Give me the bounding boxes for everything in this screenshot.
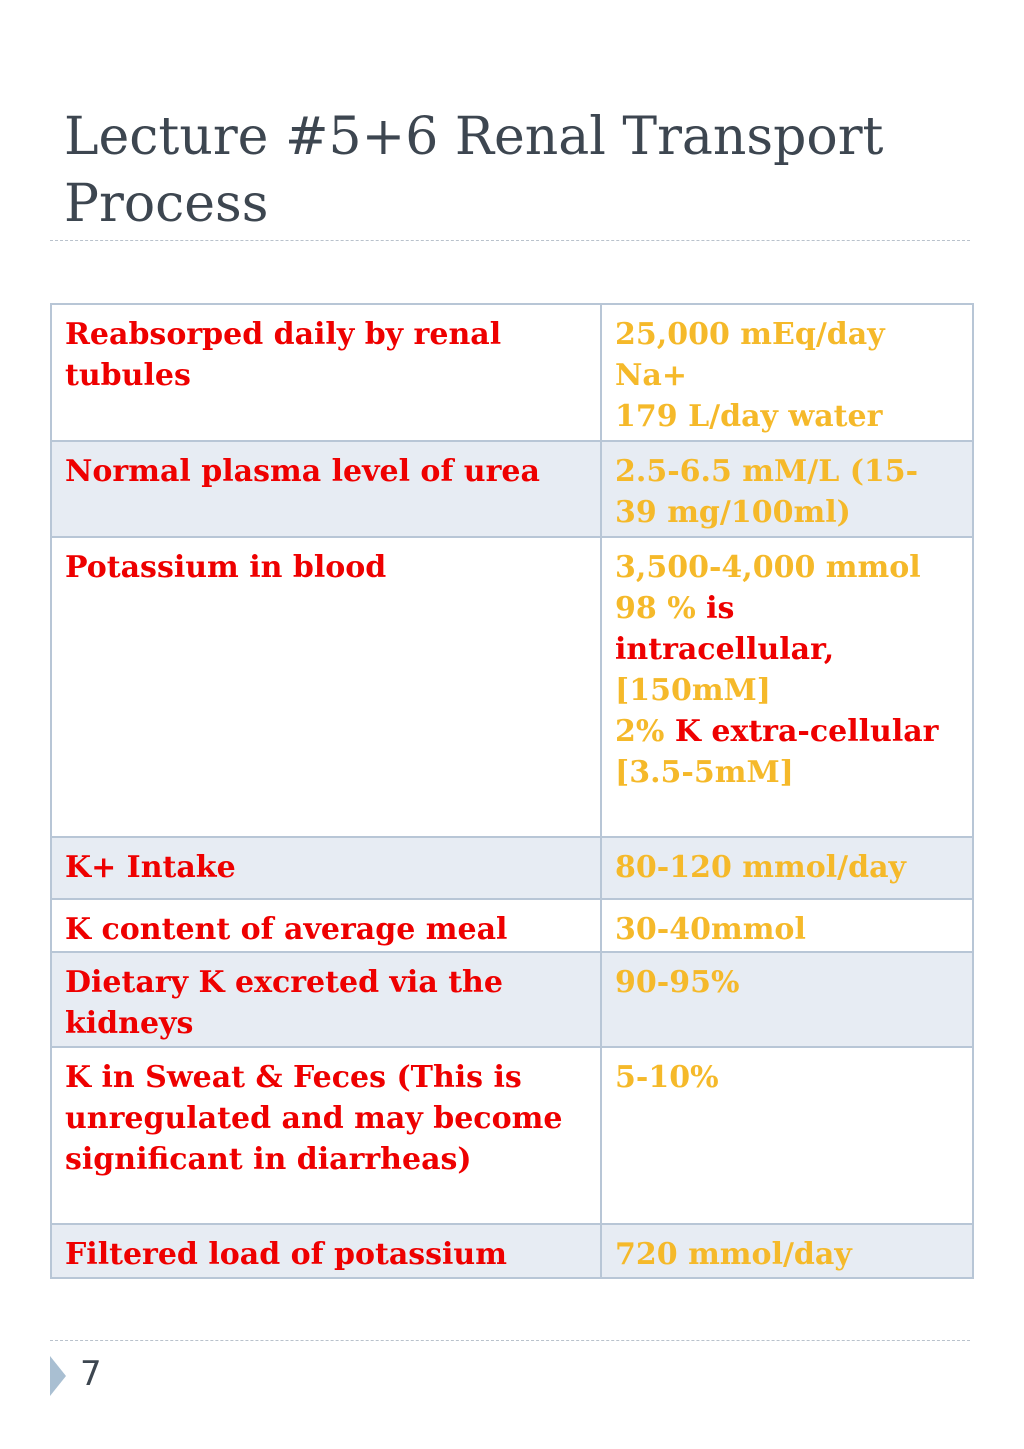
value-line: 179 L/day water [615,399,883,434]
renal-facts-table [50,303,974,1279]
k-extracellular: K extra-cellular [664,714,939,749]
row-value [601,441,973,537]
value-line: 3,500-4,000 mmol [615,550,921,585]
percent-intracellular: 98 % [615,591,696,626]
row-label: Potassium in blood [51,537,601,837]
row-label: Dietary K excreted via the kidneys [51,952,601,1047]
table-row [51,1047,973,1224]
slide-title-line-1: Lecture #5+6 Renal Transport [64,107,884,167]
percent-extracellular: 2% [615,714,665,749]
value-line: 25,000 mEq/day [615,317,885,352]
row-label: Reabsorped daily by renal tubules [51,304,601,441]
row-value: 30-40mmol [601,899,973,952]
value-line: 2.5-6.5 mM/L (15- [615,454,919,489]
row-label: Filtered load of potassium [51,1224,601,1278]
is-word: is [695,591,735,626]
row-value: 5-10% [601,1047,973,1224]
row-value [601,537,973,837]
slide-title [64,104,964,238]
row-label: Normal plasma level of urea [51,441,601,537]
value-line: [3.5-5mM] [615,755,794,790]
value-line: [150mM] [615,673,771,708]
table-row [51,304,973,441]
title-divider [50,240,970,241]
value-line: Na+ [615,358,687,393]
slide-title-line-2: Process [64,174,269,234]
value-line: intracellular, [615,632,835,667]
page-number: 7 [80,1354,102,1394]
table-row [51,837,973,899]
table-row [51,952,973,1047]
row-label: K+ Intake [51,837,601,899]
table-row [51,537,973,837]
value-line [615,588,960,629]
footer-divider [50,1340,970,1341]
value-line: 39 mg/100ml) [615,495,851,530]
table-row [51,1224,973,1278]
row-value: 80-120 mmol/day [601,837,973,899]
row-label: K content of average meal [51,899,601,952]
row-value: 720 mmol/day [601,1224,973,1278]
play-arrow-icon [50,1356,66,1396]
row-value [601,304,973,441]
value-line [615,711,960,752]
row-label: K in Sweat & Feces (This is unregulated and may become significant in diarrheas) [51,1047,601,1224]
row-value: 90-95% [601,952,973,1047]
table-row [51,899,973,952]
table-row [51,441,973,537]
